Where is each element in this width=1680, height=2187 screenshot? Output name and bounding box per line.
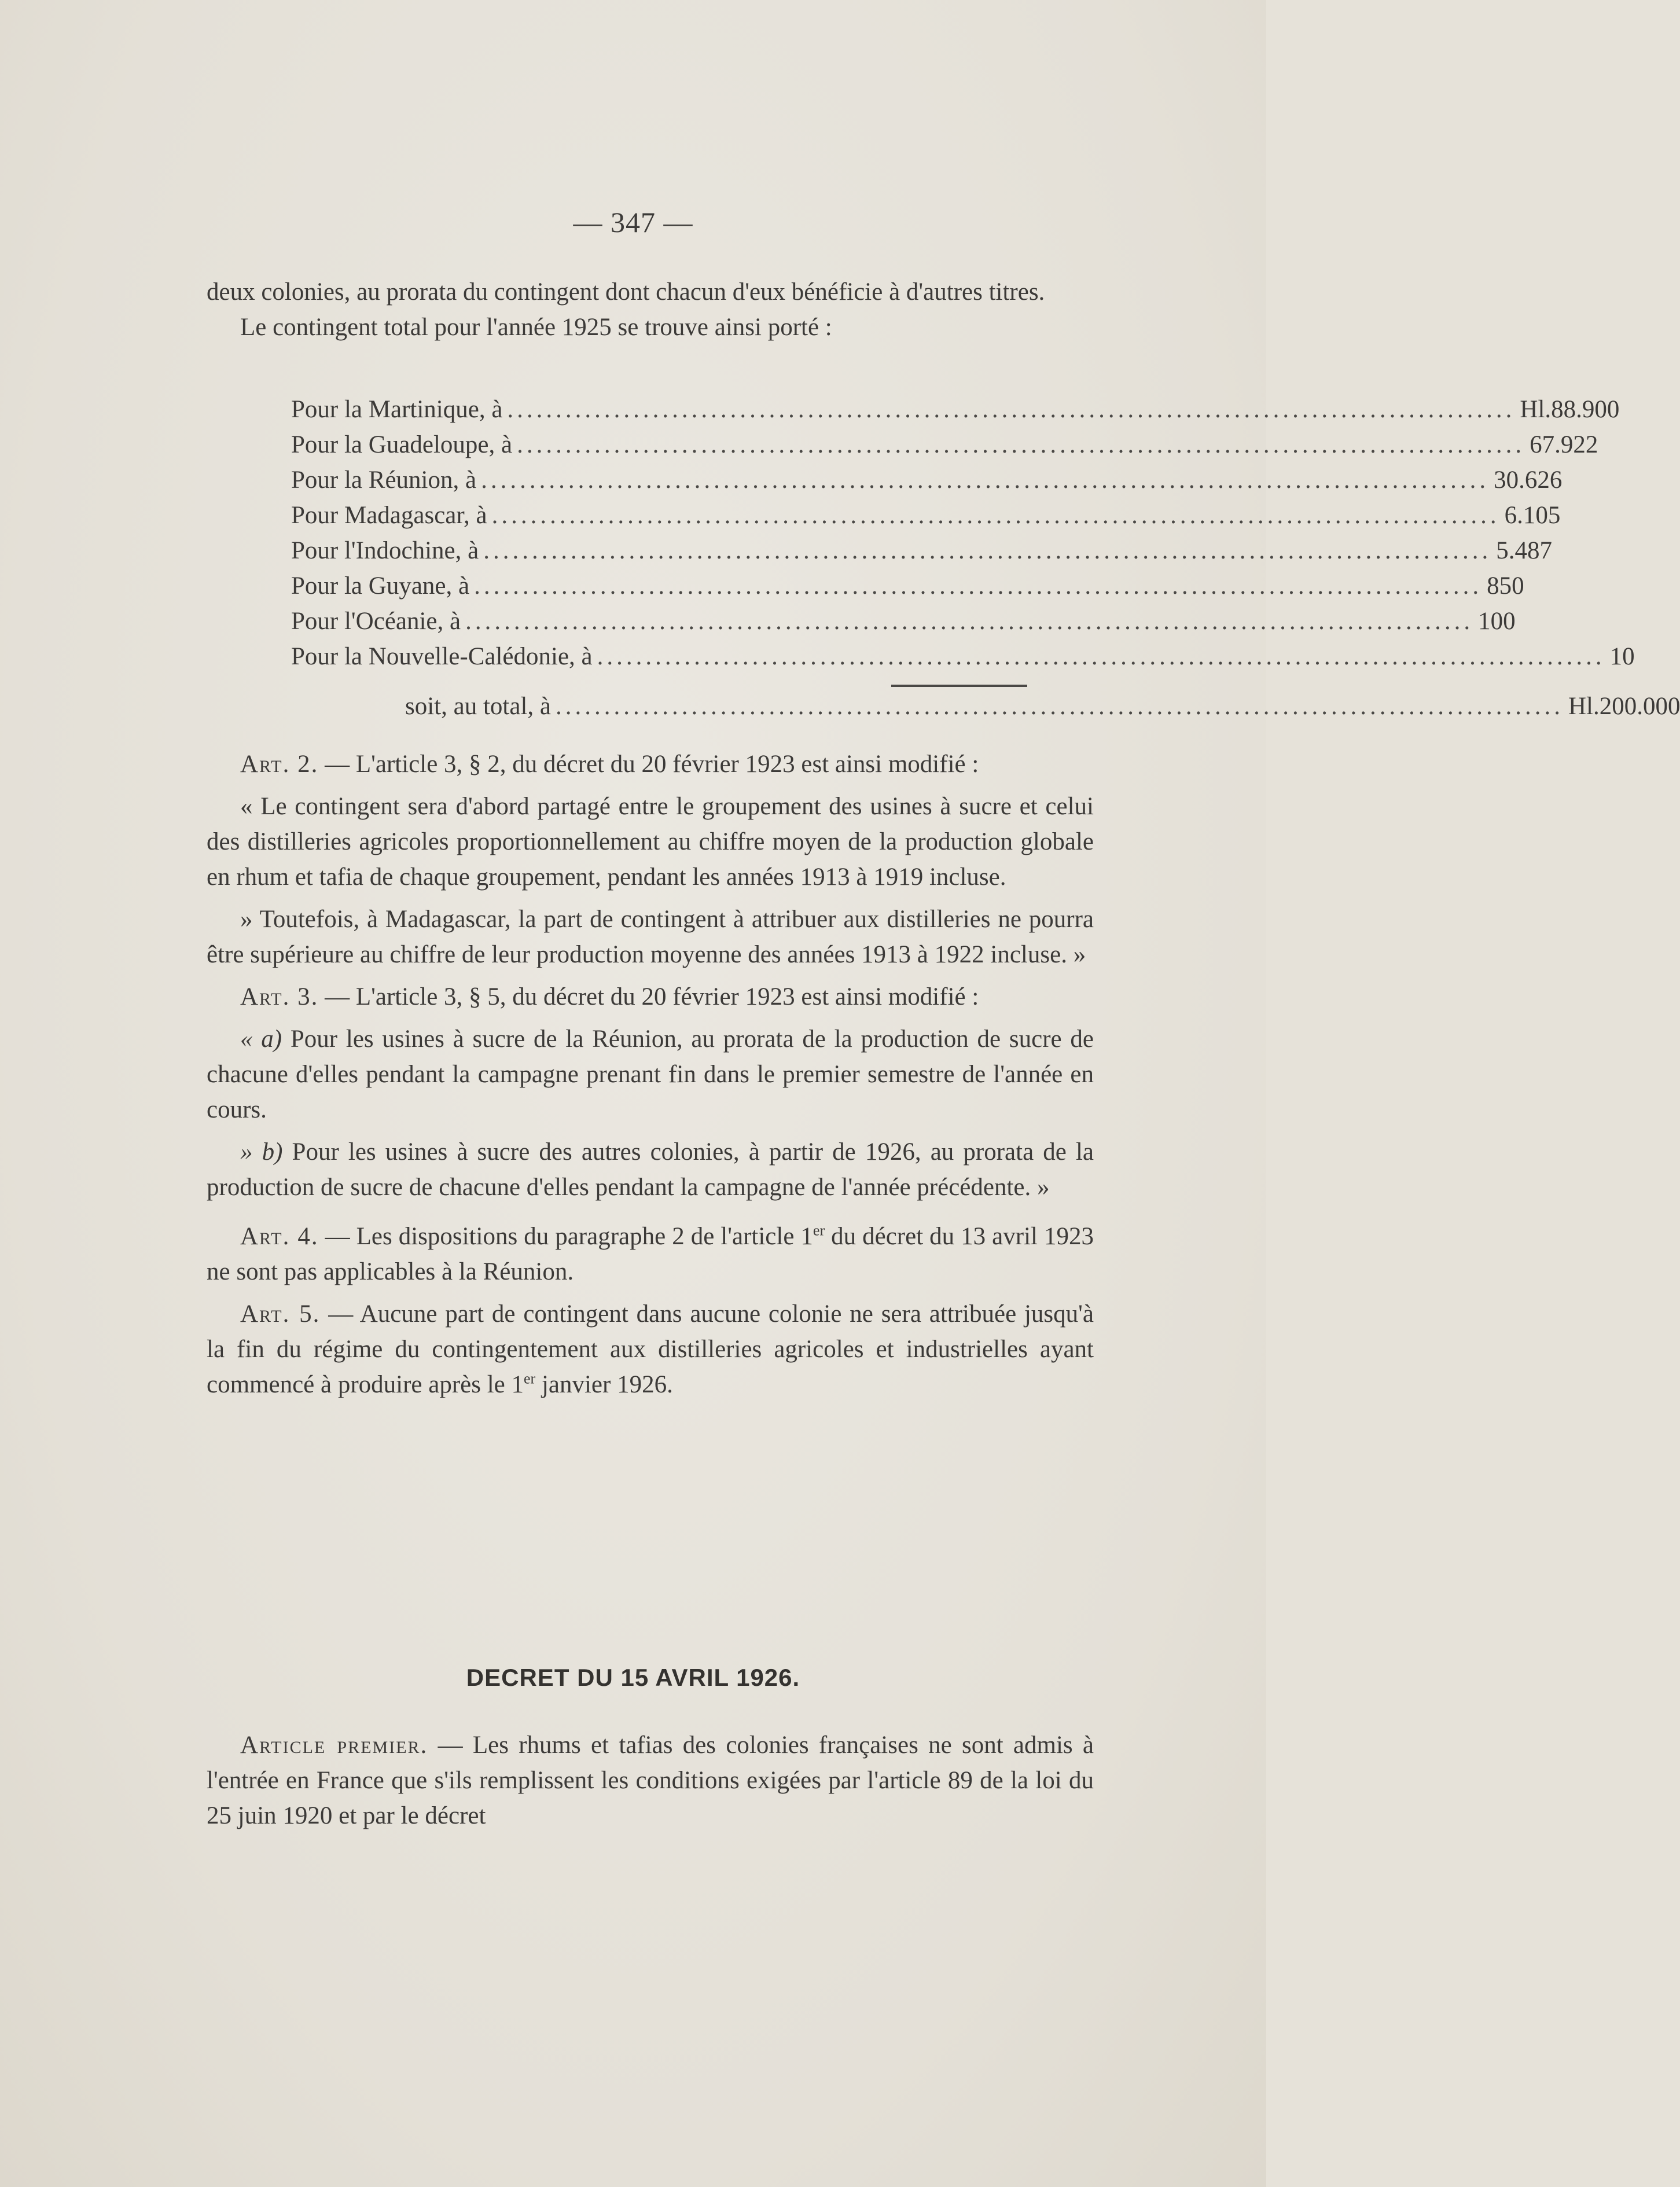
sum-rule-divider: [891, 685, 1027, 687]
row-label: Pour l'Indochine, à: [291, 537, 479, 564]
row-label: Pour la Martinique, à: [291, 396, 503, 423]
articles-section: [207, 747, 1094, 1402]
table-row: [291, 501, 1561, 536]
dot-leader: ........................................................................................................: [465, 608, 1474, 635]
table-row: [291, 642, 1635, 678]
row-value: 850: [1487, 572, 1524, 600]
article-5-text-before: — Aucune part de contingent dans aucune colonie ne sera attribuée jusqu'à la fin du régime du contingentement aux distilleries agricoles et industrielles ayant commencé à produire après le 1: [207, 1300, 1094, 1398]
intro-text: [207, 274, 1094, 345]
row-value: 67.922: [1530, 431, 1598, 458]
intro-paragraph-continued: deux colonies, au prorata du contingent dont chacun d'eux bénéficie à d'autres titres.: [207, 278, 1045, 306]
article-premier: [207, 1727, 1094, 1833]
row-label: Pour la Guyane, à: [291, 572, 470, 600]
dot-leader: ........................................................................................................: [491, 502, 1500, 529]
article-3-text: — L'article 3, § 5, du décret du 20 février 1923 est ainsi modifié :: [318, 983, 979, 1010]
row-value: 100: [1478, 608, 1516, 635]
contingent-table: [291, 395, 1635, 678]
intro-paragraph-total: Le contingent total pour l'année 1925 se trouve ainsi porté :: [240, 314, 832, 341]
item-a-text: Pour les usines à sucre de la Réunion, au prorata de la production de sucre de chacune d'elles pendant la campagne prenant fin dans le premier semestre de l'année en cours.: [207, 1025, 1094, 1123]
article-2: [207, 747, 1094, 782]
row-label: Pour Madagascar, à: [291, 502, 487, 529]
page-number: — 347 —: [573, 206, 693, 238]
item-a-mark: « a): [240, 1025, 282, 1053]
row-label: Pour l'Océanie, à: [291, 608, 461, 635]
dot-leader: ........................................................................................................: [517, 431, 1525, 458]
row-value: 30.626: [1494, 466, 1563, 494]
article-3-head: Art. 3.: [240, 983, 319, 1010]
dot-leader: ........................................................................................................: [555, 693, 1564, 720]
article-3-item-a: [207, 1021, 1094, 1127]
article-5-head: Art. 5.: [240, 1300, 321, 1328]
dot-leader: ........................................................................................................: [483, 537, 1492, 564]
article-4-text-after: du décret du 13 avril 1923 ne sont pas applicables à la Réunion.: [207, 1223, 1094, 1285]
article-premier-head: Article premier.: [240, 1732, 428, 1759]
article-4-text-before: — Les dispositions du paragraphe 2 de l'article 1: [318, 1223, 813, 1250]
row-label: Pour la Réunion, à: [291, 466, 477, 494]
article-3: [207, 979, 1094, 1015]
decree-text: [207, 1727, 1094, 1833]
article-2-text: — L'article 3, § 2, du décret du 20 février 1923 est ainsi modifié :: [318, 751, 979, 778]
row-label: Pour la Nouvelle-Calédonie, à: [291, 643, 593, 670]
row-unit: Hl.: [1520, 396, 1552, 423]
article-4-sup: er: [813, 1222, 825, 1239]
dot-leader: ........................................................................................................: [474, 572, 1483, 600]
total-value: 200.000: [1599, 693, 1680, 720]
item-b-text: Pour les usines à sucre des autres colonies, à partir de 1926, au prorata de la production de sucre de chacune d'elles pendant la campagne de l'année précédente. »: [207, 1138, 1094, 1201]
row-value: 5.487: [1496, 537, 1552, 564]
dot-leader: ........................................................................................................: [481, 466, 1490, 494]
contingent-total: [405, 692, 1680, 727]
row-value: 88.900: [1551, 396, 1620, 423]
total-label: soit, au total, à: [405, 693, 551, 720]
article-premier-text: — Les rhums et tafias des colonies françaises ne sont admis à l'entrée en France que s'ils remplissent les conditions exigées par l'article 89 de la loi du 25 juin 1920 et par le décret: [207, 1732, 1094, 1829]
article-5-sup: er: [524, 1370, 536, 1387]
table-row: [291, 395, 1620, 431]
total-unit: Hl.: [1568, 693, 1600, 720]
table-row: [291, 536, 1552, 572]
dot-leader: ........................................................................................................: [507, 396, 1516, 423]
article-4-head: Art. 4.: [240, 1223, 319, 1250]
article-2-quote-2: » Toutefois, à Madagascar, la part de contingent à attribuer aux distilleries ne pourra être supérieure au chiffre de leur production moyenne des années 1913 à 1922 incluse. »: [207, 906, 1094, 968]
table-row: [291, 607, 1516, 642]
article-5-text-after: janvier 1926.: [535, 1371, 673, 1398]
article-3-item-b: [207, 1134, 1094, 1205]
article-5: [207, 1296, 1094, 1402]
item-b-mark: » b): [240, 1138, 283, 1166]
table-row: [291, 431, 1598, 466]
dot-leader: ........................................................................................................: [597, 643, 1605, 670]
article-2-quote-1: « Le contingent sera d'abord partagé entre le groupement des usines à sucre et celui des distilleries agricoles proportionnellement au chiffre moyen de la production globale en rhum et tafia de chaque groupement, pendant les années 1913 à 1919 incluse.: [207, 793, 1094, 891]
row-label: Pour la Guadeloupe, à: [291, 431, 513, 458]
total-row: [405, 692, 1680, 727]
article-4: [207, 1219, 1094, 1289]
row-value: 6.105: [1504, 502, 1561, 529]
table-row: [291, 572, 1524, 607]
decree-heading: DECRET DU 15 AVRIL 1926.: [466, 1664, 800, 1691]
article-2-head: Art. 2.: [240, 751, 319, 778]
row-value: 10: [1609, 643, 1635, 670]
table-row: [291, 466, 1563, 501]
